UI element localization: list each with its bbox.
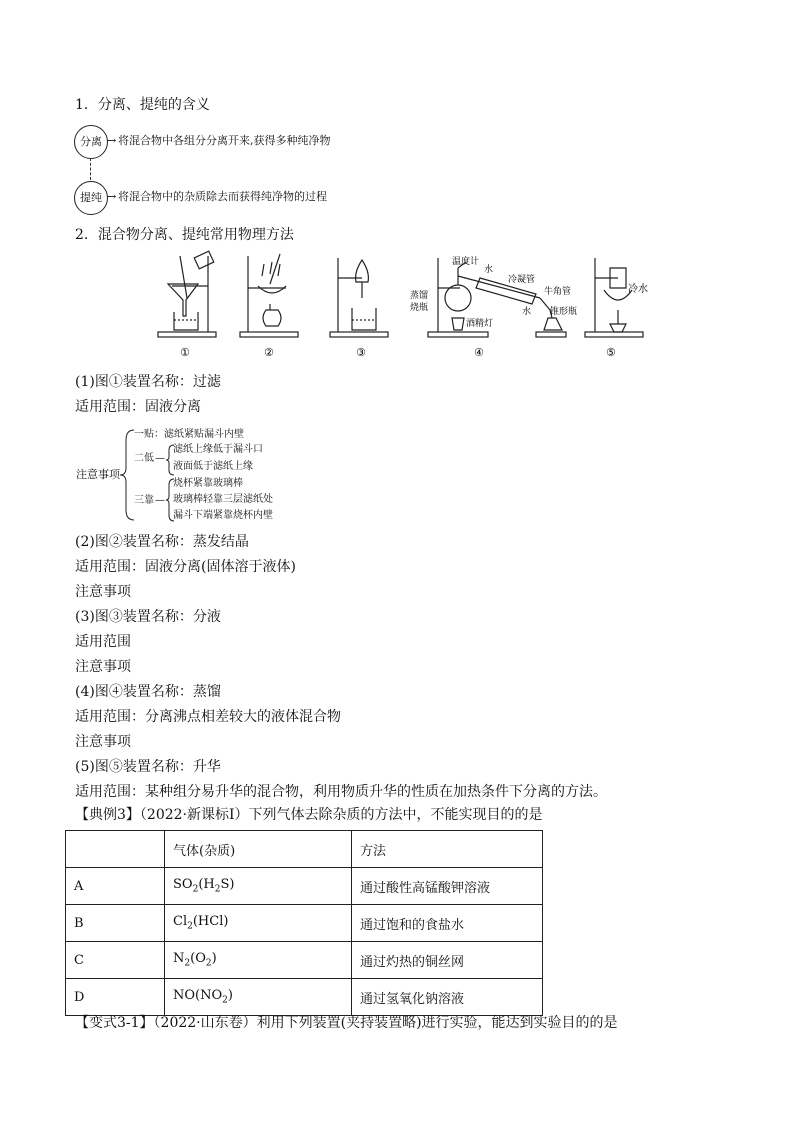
item-5-scope: 适用范围：某种组分易升华的混合物，利用物质升华的性质在加热条件下分离的方法。 bbox=[75, 784, 607, 800]
label-condenser: 冷凝管 bbox=[508, 275, 536, 285]
purification-arrow: → bbox=[107, 190, 117, 203]
header-cell-method: 方法 bbox=[352, 831, 543, 868]
example-3-question: 【典例3】（2022·新课标Ⅰ）下列气体去除杂质的方法中，不能实现目的的是 bbox=[75, 807, 543, 823]
item-4-notes: 注意事项 bbox=[75, 734, 131, 750]
option-cell: B bbox=[66, 905, 165, 942]
table-row bbox=[66, 905, 543, 942]
method-cell: 通过氢氧化钠溶液 bbox=[352, 979, 543, 1016]
gas-cell: $Cl_2(HCl)$ bbox=[165, 905, 352, 942]
sublimation-apparatus-figure bbox=[585, 258, 643, 337]
dashed-connector bbox=[90, 158, 91, 180]
item-4-title: (4)图④装置名称：蒸馏 bbox=[75, 684, 221, 700]
section-1-heading: 1．分离、提纯的含义 bbox=[75, 97, 210, 113]
item-1-title: (1)图①装置名称：过滤 bbox=[75, 374, 221, 390]
gas-cell: $NO(NO_2)$ bbox=[165, 979, 352, 1016]
method-cell: 通过饱和的食盐水 bbox=[352, 905, 543, 942]
label-water-out: 水 bbox=[522, 307, 532, 317]
label-alcohol-lamp: 酒精灯 bbox=[466, 319, 494, 329]
notes-label: 注意事项 bbox=[76, 468, 120, 481]
label-cold-water: 冷水 bbox=[628, 284, 648, 295]
item-2-title: (2)图②装置名称：蒸发结晶 bbox=[75, 534, 249, 550]
purification-definition: 将混合物中的杂质除去而获得纯净物的过程 bbox=[118, 190, 327, 203]
note-er-di-2: 液面低于滤纸上缘 bbox=[173, 461, 253, 472]
item-2-scope: 适用范围：固液分离(固体溶于液体) bbox=[75, 559, 296, 575]
separation-circle: 分离 bbox=[74, 125, 108, 159]
item-1-scope: 适用范围：固液分离 bbox=[75, 399, 201, 415]
figure-number-1: ① bbox=[180, 346, 190, 359]
label-flask-2: 烧瓶 bbox=[410, 303, 429, 313]
separatory-funnel-figure bbox=[330, 258, 388, 337]
option-cell: C bbox=[66, 942, 165, 979]
variant-3-1-question: 【变式3-1】（2022·山东卷）利用下列装置(夹持装置略)进行实验，能达到实验目的的是 bbox=[75, 1015, 618, 1031]
gas-cell: $N_2(O_2)$ bbox=[165, 942, 352, 979]
method-cell: 通过灼热的铜丝网 bbox=[352, 942, 543, 979]
purification-circle: 提纯 bbox=[74, 181, 108, 215]
figure-number-2: ② bbox=[264, 346, 274, 359]
note-san-kao-1: 烧杯紧靠玻璃棒 bbox=[173, 478, 243, 489]
label-water-in-top: 水 bbox=[484, 265, 494, 275]
dash-san-kao: — bbox=[155, 495, 165, 506]
header-cell-gas: 气体(杂质) bbox=[165, 831, 352, 868]
label-adapter: 牛角管 bbox=[544, 287, 572, 297]
separation-definition: 将混合物中各组分分离开来,获得多种纯净物 bbox=[118, 134, 331, 147]
option-cell: D bbox=[66, 979, 165, 1016]
note-er-di-1: 滤纸上缘低于漏斗口 bbox=[173, 444, 263, 455]
item-3-notes: 注意事项 bbox=[75, 659, 131, 675]
figure-number-5: ⑤ bbox=[606, 346, 616, 359]
separation-arrow: → bbox=[107, 134, 117, 147]
item-4-scope: 适用范围：分离沸点相差较大的液体混合物 bbox=[75, 709, 341, 725]
label-flask-1: 蒸馏 bbox=[410, 291, 429, 301]
label-thermometer: 温度计 bbox=[452, 257, 480, 267]
figure-number-4: ④ bbox=[474, 346, 484, 359]
method-cell: 通过酸性高锰酸钾溶液 bbox=[352, 868, 543, 905]
gas-impurity-table bbox=[65, 830, 543, 1016]
note-er-di: 二低 bbox=[134, 453, 154, 464]
note-san-kao: 三靠 bbox=[134, 495, 154, 506]
item-2-notes: 注意事项 bbox=[75, 584, 131, 600]
table-row bbox=[66, 979, 543, 1016]
table-header-row bbox=[66, 831, 543, 868]
table-row bbox=[66, 868, 543, 905]
apparatus-figures bbox=[140, 248, 660, 360]
table-row bbox=[66, 942, 543, 979]
section-2-heading: 2．混合物分离、提纯常用物理方法 bbox=[75, 227, 294, 243]
label-conical-flask: 锥形瓶 bbox=[550, 307, 578, 317]
item-3-title: (3)图③装置名称：分液 bbox=[75, 609, 221, 625]
item-3-scope: 适用范围 bbox=[75, 634, 131, 650]
note-san-kao-2: 玻璃棒轻靠三层滤纸处 bbox=[173, 494, 273, 505]
item-5-title: (5)图⑤装置名称：升华 bbox=[75, 759, 221, 775]
evaporation-apparatus-figure bbox=[240, 254, 298, 337]
note-san-kao-3: 漏斗下端紧靠烧杯内壁 bbox=[173, 510, 273, 521]
distillation-apparatus-figure bbox=[428, 258, 566, 337]
header-cell-empty bbox=[66, 831, 165, 868]
option-cell: A bbox=[66, 868, 165, 905]
note-one-tie: 一贴：滤纸紧贴漏斗内壁 bbox=[134, 429, 244, 440]
dash-er-di: — bbox=[155, 453, 165, 464]
figure-number-3: ③ bbox=[356, 346, 366, 359]
gas-cell: $SO_2(H_2S)$ bbox=[165, 868, 352, 905]
outer-brace bbox=[118, 428, 138, 522]
filtration-apparatus-figure bbox=[158, 251, 216, 337]
